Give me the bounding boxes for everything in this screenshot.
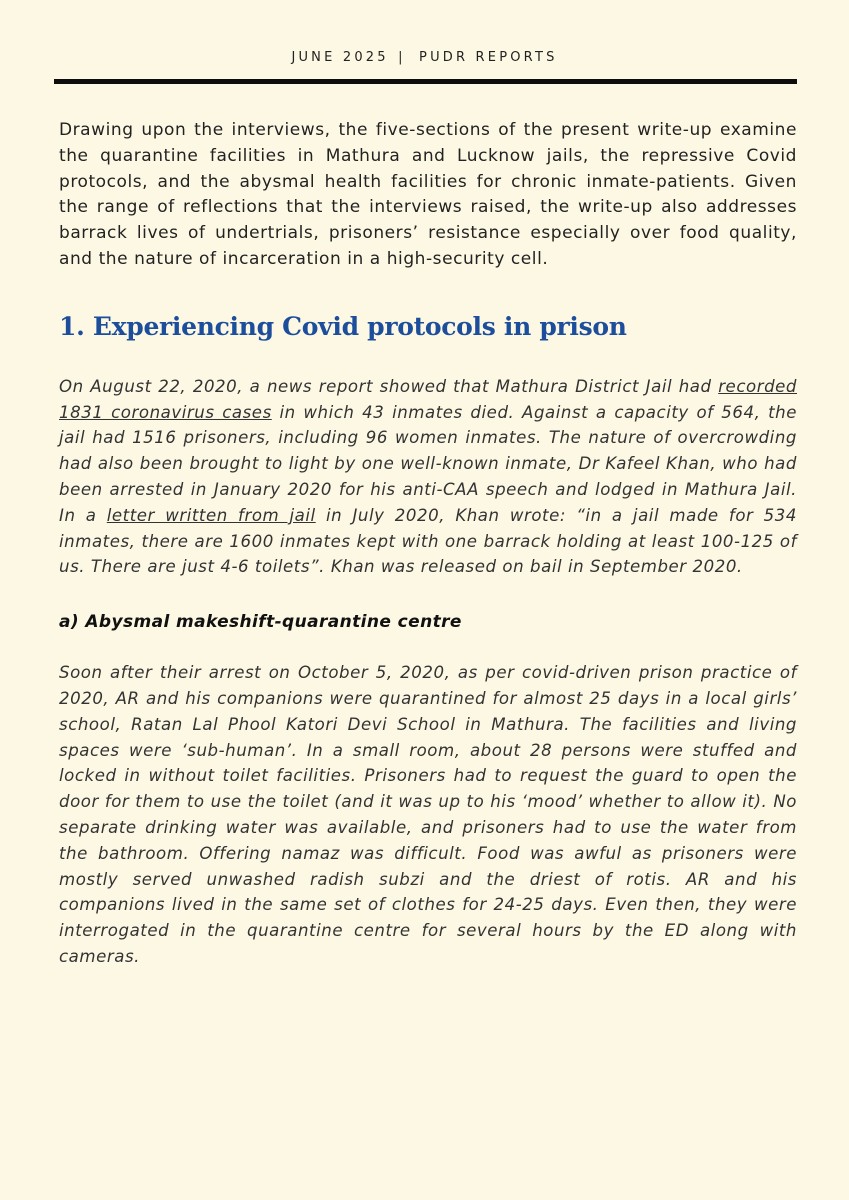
paragraph-text: in which 43 inmates died. Against a capacity of 564, the jail had 1516 prisoners, including 96 women inmates. The nature of overcrowding had also been brought to light by one well-known inmate, Dr Kafeel Khan, who had been arrested in January 2020 for his anti-CAA speech and lodged in Mathura Jail. In a: [59, 402, 797, 525]
section-title: 1. Experiencing Covid protocols in prison: [59, 311, 627, 341]
paragraph-text: On August 22, 2020, a news report showed that Mathura District Jail had: [59, 376, 719, 396]
header-publication: PUDR REPORTS: [419, 50, 558, 65]
intro-paragraph: Drawing upon the interviews, the five-sections of the present write-up examine the quarantine facilities in Mathura and Lucknow jails, the repressive Covid protocols, and the abysmal health facilities for chronic inmate-patients. Given the range of reflections that the interviews raised, the write-up also addresses barrack lives of undertrials, prisoners’ resistance especially over food quality, and the nature of incarceration in a high-security cell.: [59, 120, 797, 269]
subsection-paragraph: Soon after their arrest on October 5, 2020, as per covid-driven prison practice of 2020, AR and his companions were quarantined for almost 25 days in a local girls’ school, Ratan Lal Phool Katori Devi School in Mathura. The facilities and living spaces were ‘sub-human’. In a small room, about 28 persons were stuffed and locked in without toilet facilities. Prisoners had to request the guard to open the door for them to use the toilet (and it was up to his ‘mood’ whether to allow it). No separate drinking water was available, and prisoners had to use the water from the bathroom. Offering namaz was difficult. Food was awful as prisoners were mostly served unwashed radish subzi and the driest of rotis. AR and his companions lived in the same set of clothes for 24-25 days. Even then, they were interrogated in the quarantine centre for several hours by the ED along with cameras.: [59, 663, 797, 966]
page-header: [0, 50, 849, 65]
main-content: [59, 118, 797, 970]
paragraph-text: in July 2020, Khan wrote: “in a jail made for 534 inmates, there are 1600 inmates kept with one barrack holding at least 100-125 of us. There are just 4-6 toilets”. Khan was released on bail in September 2020.: [59, 505, 797, 577]
section-paragraph: [59, 374, 797, 580]
subsection-title: a) Abysmal makeshift-quarantine centre: [59, 612, 462, 633]
header-separator: |: [398, 50, 406, 65]
header-date: JUNE 2025: [291, 50, 389, 65]
letter-from-jail-link[interactable]: letter written from jail: [106, 505, 316, 525]
recorded-cases-link[interactable]: recorded 1831 coronavirus cases: [59, 376, 797, 422]
header-rule: [54, 79, 797, 84]
